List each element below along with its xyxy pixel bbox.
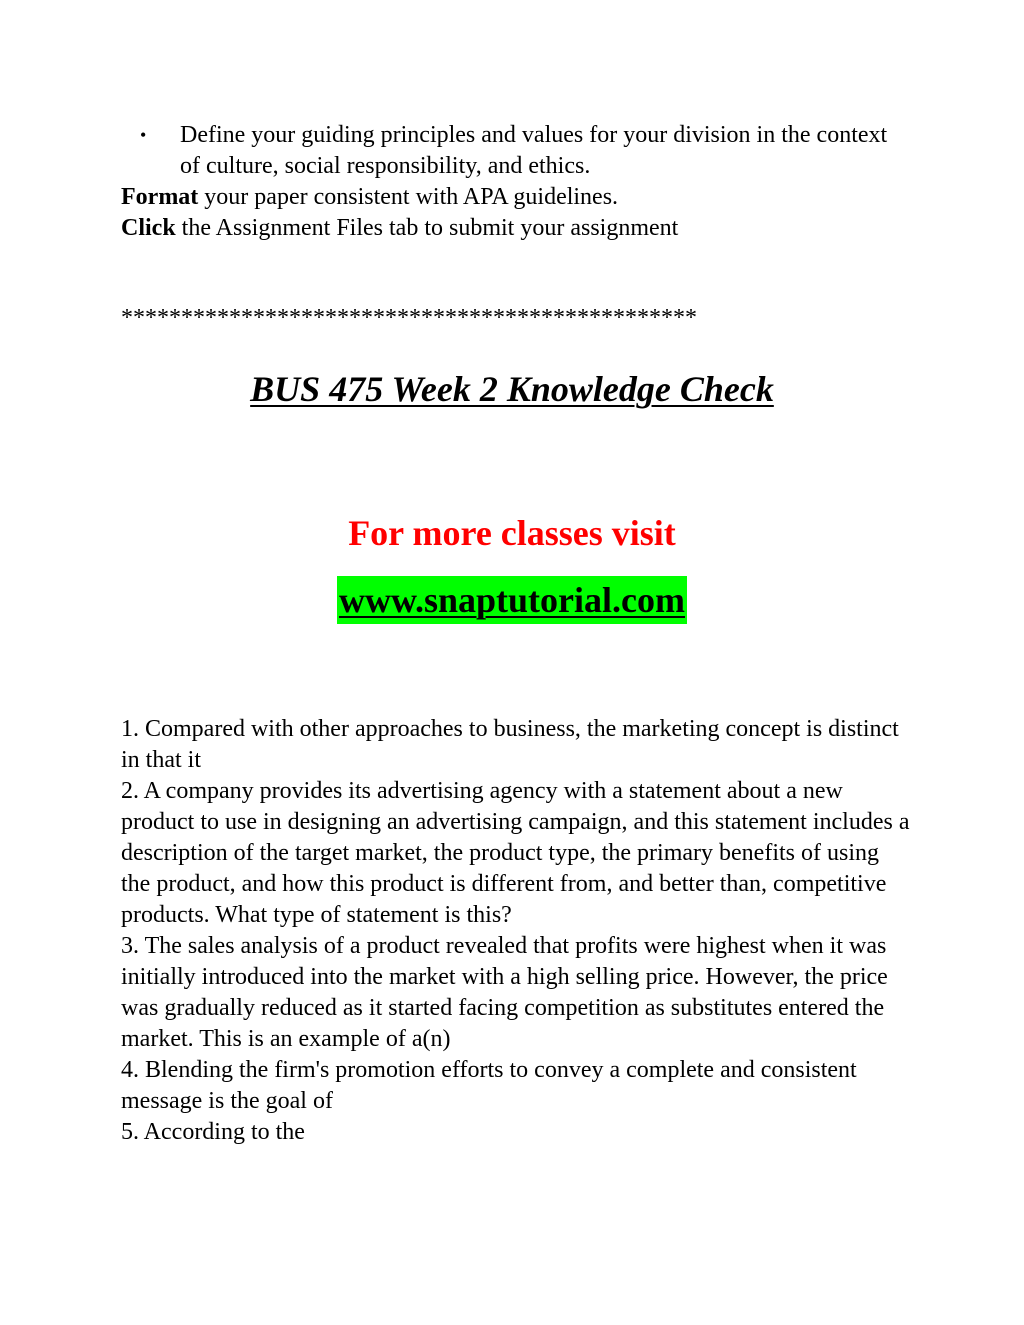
question-item: 5. According to the (121, 1119, 305, 1145)
guidelines-bullet-list (121, 120, 911, 182)
click-keyword: Click (121, 215, 176, 241)
format-keyword: Format (121, 184, 199, 210)
question-item: 2. A company provides its advertising agency with a statement about a new product to use in designing an advertising campaign, and this statement includes a description of the target market, the product type, the primary benefits of using the product, and how this product is different from, and better than, competitive products. What type of statement is this? (121, 778, 910, 928)
website-link[interactable]: www.snaptutorial.com (337, 576, 687, 624)
format-text: your paper consistent with APA guidelines. (198, 184, 619, 210)
bullet-text: Define your guiding principles and values for your division in the context of culture, social responsibility, and ethics. (180, 122, 888, 179)
site-link-wrapper (0, 576, 1024, 624)
format-instruction (121, 182, 911, 213)
question-list (121, 714, 911, 1148)
list-item (121, 120, 911, 182)
bullet-icon: • (140, 125, 147, 145)
asterisk-separator: ************************************************ (121, 305, 697, 331)
click-instruction (121, 213, 911, 244)
promo-text: For more classes visit (348, 513, 676, 553)
question-item: 4. Blending the firm's promotion efforts to convey a complete and consistent message is the goal of (121, 1057, 857, 1114)
question-item: 3. The sales analysis of a product revealed that profits were highest when it was initially introduced into the market with a high selling price. However, the price was gradually reduced as it started facing competition as substitutes entered the market. This is an example of a(n) (121, 933, 888, 1052)
click-text: the Assignment Files tab to submit your assignment (175, 215, 679, 241)
page-title: BUS 475 Week 2 Knowledge Check (250, 369, 774, 409)
question-item: 1. Compared with other approaches to business, the marketing concept is distinct in that it (121, 716, 899, 773)
